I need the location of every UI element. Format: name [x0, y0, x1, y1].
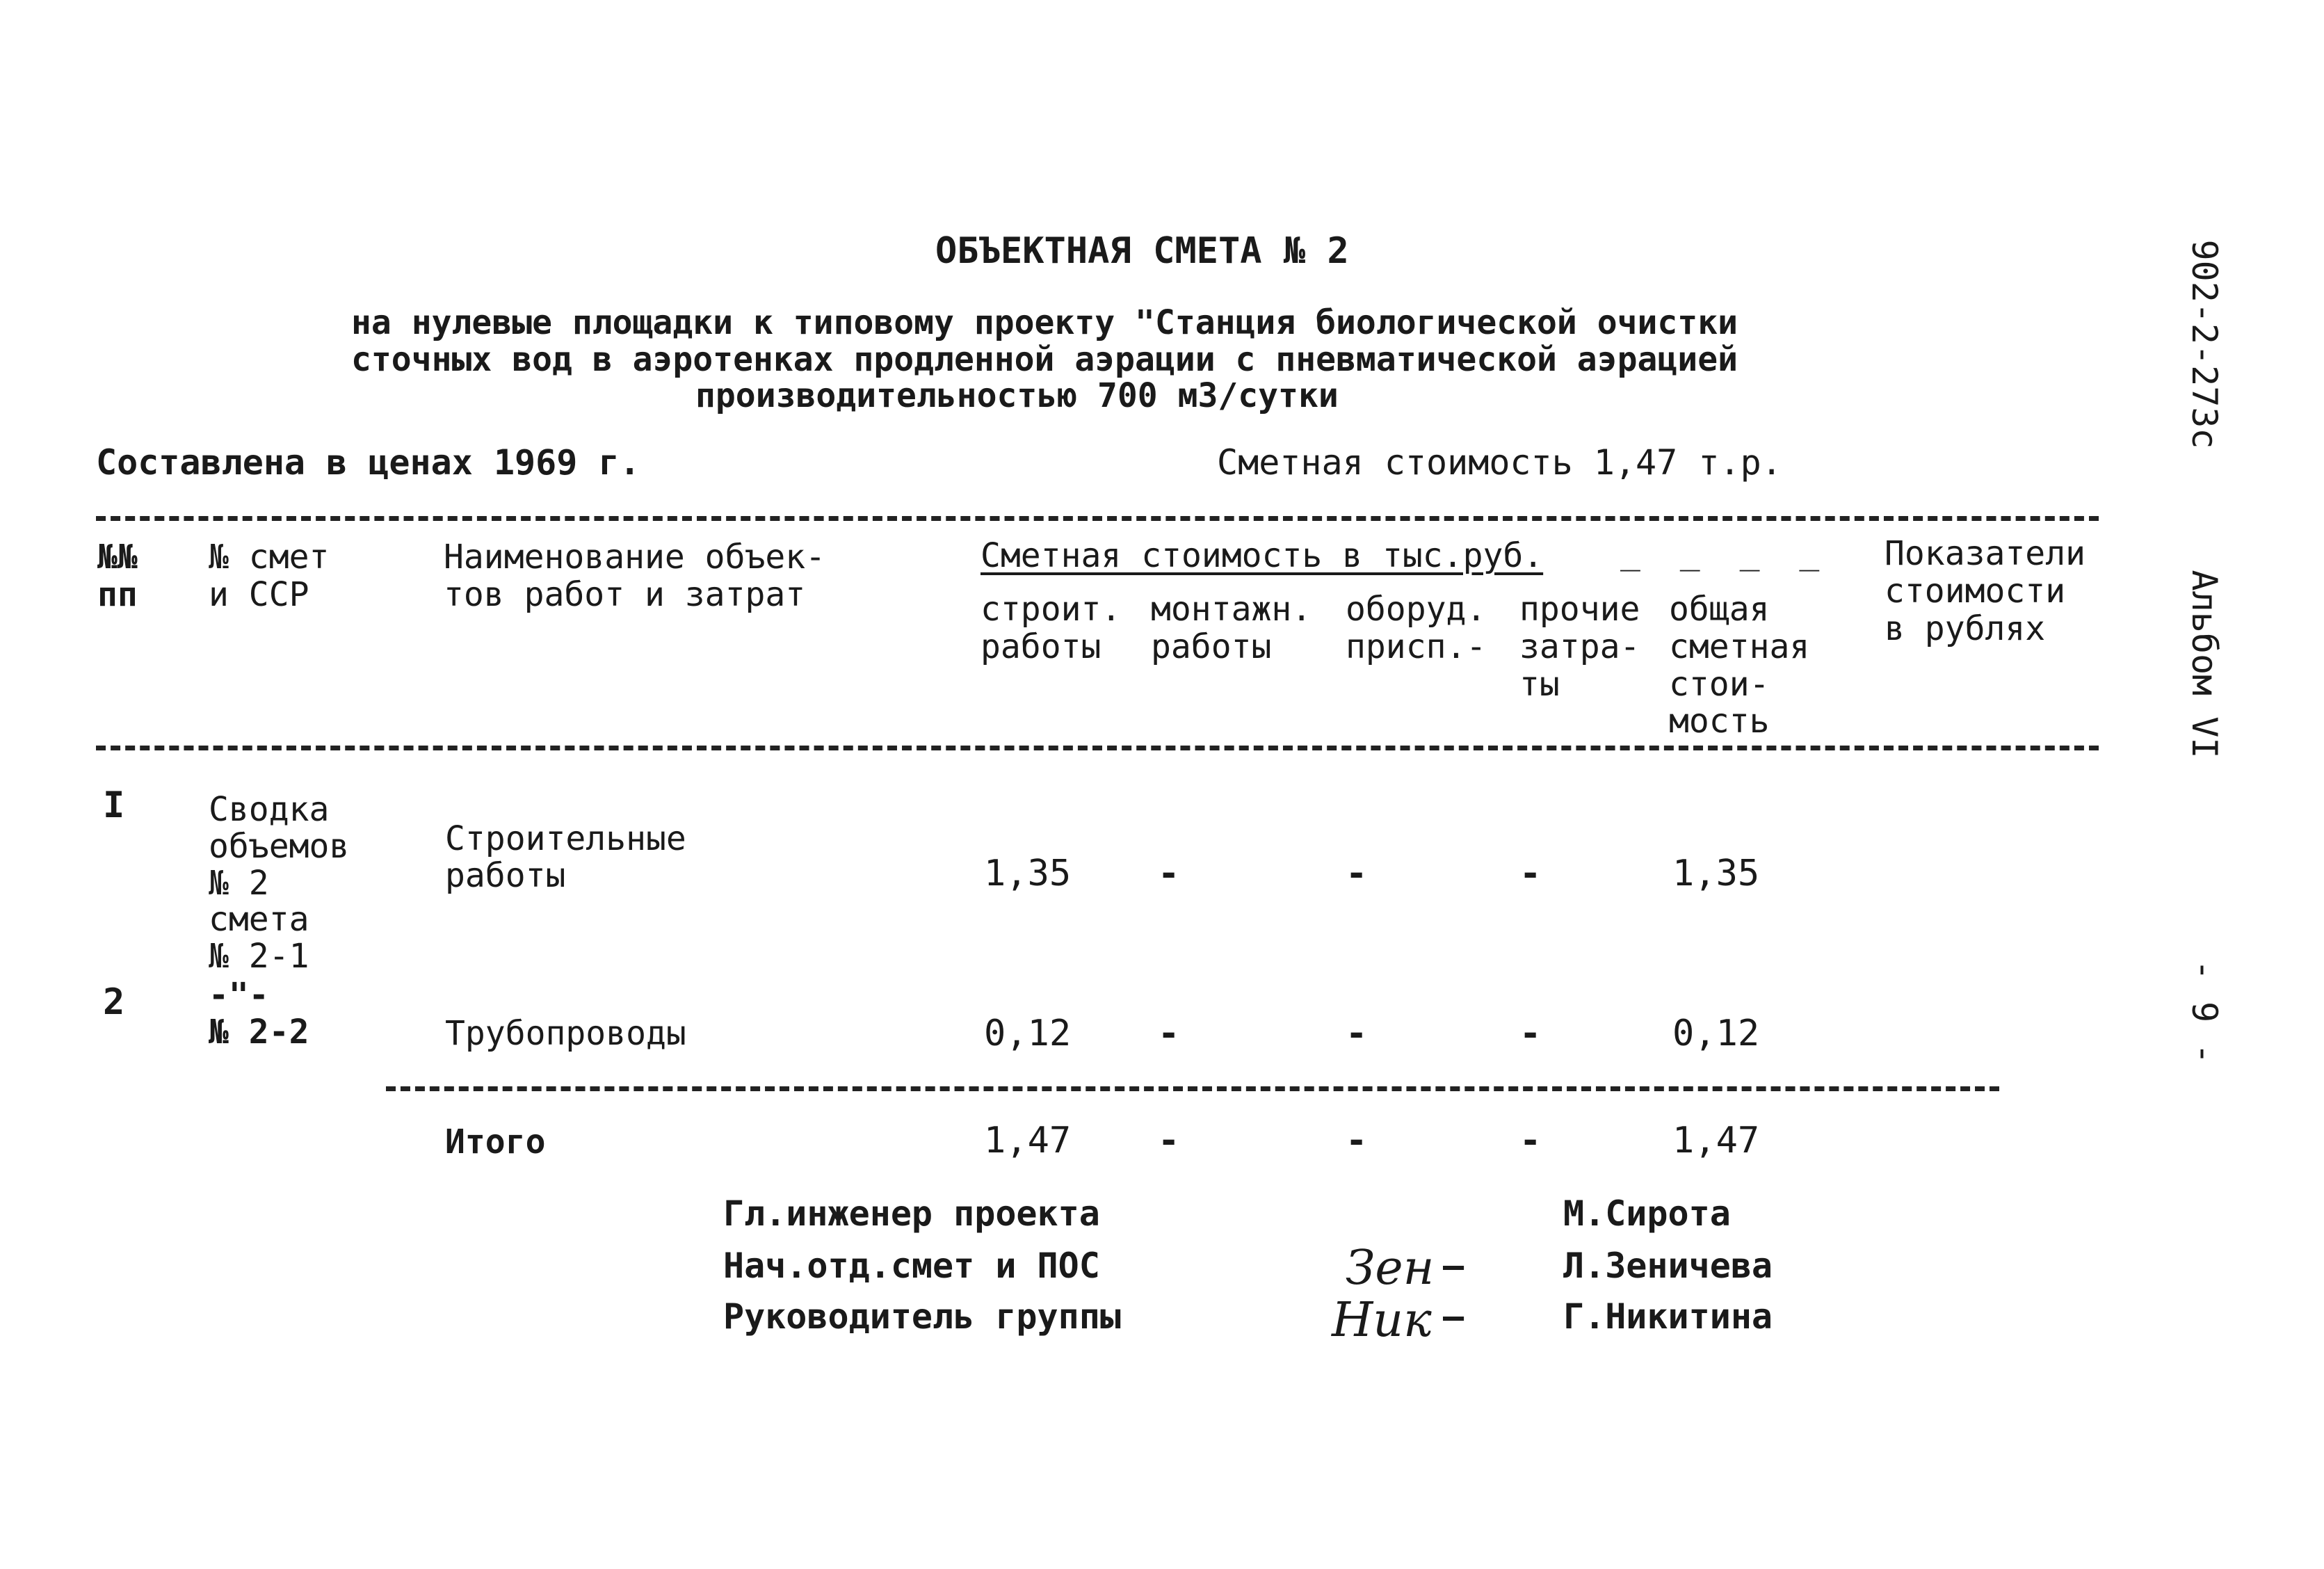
signature-dash-2: — [1443, 1246, 1464, 1286]
subtitle-line-2: сточных вод в аэротенках продленной аэрации с пневматической аэрацией [351, 340, 1738, 379]
row-mounting: - [1158, 1013, 1180, 1054]
row-construction: 0,12 [984, 1013, 1072, 1054]
signature-role-2: Нач.отд.смет и ПОС [723, 1246, 1100, 1286]
project-code-label: 902-2-273с [2184, 239, 2225, 449]
total-equipment: - [1346, 1120, 1368, 1161]
subtitle-line-3: производительностью 700 м3/сутки [695, 376, 1339, 415]
row-name: Трубопроводы [445, 1014, 686, 1053]
signature-name-1: М.Сирота [1563, 1193, 1731, 1234]
signature-name-3: Г.Никитина [1563, 1296, 1773, 1337]
row-no: I [103, 784, 125, 826]
row-construction: 1,35 [984, 853, 1072, 894]
header-col-estimate: № смет и ССР [209, 538, 330, 614]
header-col-indicators: Показатели стоимости в рублях [1885, 534, 2085, 648]
total-other: - [1519, 1120, 1542, 1161]
signature-role-1: Гл.инженер проекта [723, 1193, 1100, 1234]
subtitle-line-1: на нулевые площадки к типовому проекту "Станция биологической очистки [351, 303, 1738, 342]
header-top-rule [96, 516, 2099, 521]
row-estimate: Сводка объемов № 2 смета № 2-1 [209, 790, 350, 976]
row-total: 1,35 [1672, 853, 1760, 894]
handwritten-signature-2: Зен [1346, 1241, 1435, 1296]
header-cost-group: Сметная стоимость в тыс.руб. [981, 536, 1544, 575]
prices-label: Составлена в ценах 1969 г. [96, 442, 640, 483]
total-label: Итого [445, 1123, 546, 1161]
row-name: Строительные работы [445, 819, 686, 895]
handwritten-signature-3: Ник [1332, 1293, 1432, 1348]
total-total: 1,47 [1672, 1120, 1760, 1161]
row-no: 2 [103, 981, 125, 1023]
header-col-construction: строит. работы [981, 590, 1122, 666]
row-equipment: - [1346, 1013, 1368, 1054]
row-mounting: - [1158, 853, 1180, 894]
signature-name-2: Л.Зеничева [1563, 1246, 1773, 1286]
album-label: Альбом VI [2184, 570, 2225, 759]
signature-role-3: Руководитель группы [723, 1296, 1121, 1337]
header-col-total: общая сметная стои- мость [1669, 590, 1810, 741]
row-other: - [1519, 1013, 1542, 1054]
document-title: ОБЪЕКТНАЯ СМЕТА № 2 [935, 230, 1349, 272]
row-other: - [1519, 853, 1542, 894]
row-total: 0,12 [1672, 1013, 1760, 1054]
signature-dash-3: — [1443, 1296, 1464, 1337]
header-col-no: №№ пп [97, 538, 138, 614]
row-equipment: - [1346, 853, 1368, 894]
header-bottom-rule [96, 746, 2099, 750]
header-cost-group-trailing-dashes: _ _ _ _ [1620, 533, 1830, 572]
header-col-name: Наименование объек- тов работ и затрат [444, 538, 826, 614]
total-construction: 1,47 [984, 1120, 1072, 1161]
page-number: - 9 - [2184, 959, 2225, 1065]
header-col-mounting: монтажн. работы [1151, 590, 1312, 666]
total-rule [386, 1086, 1999, 1091]
header-col-other: прочие затра- ты [1519, 590, 1640, 704]
estimated-cost-label: Сметная стоимость 1,47 т.р. [1217, 442, 1782, 483]
header-col-equipment: оборуд. присп.- [1346, 590, 1487, 666]
row-estimate: -"- № 2-2 [209, 976, 309, 1052]
total-mounting: - [1158, 1120, 1180, 1161]
